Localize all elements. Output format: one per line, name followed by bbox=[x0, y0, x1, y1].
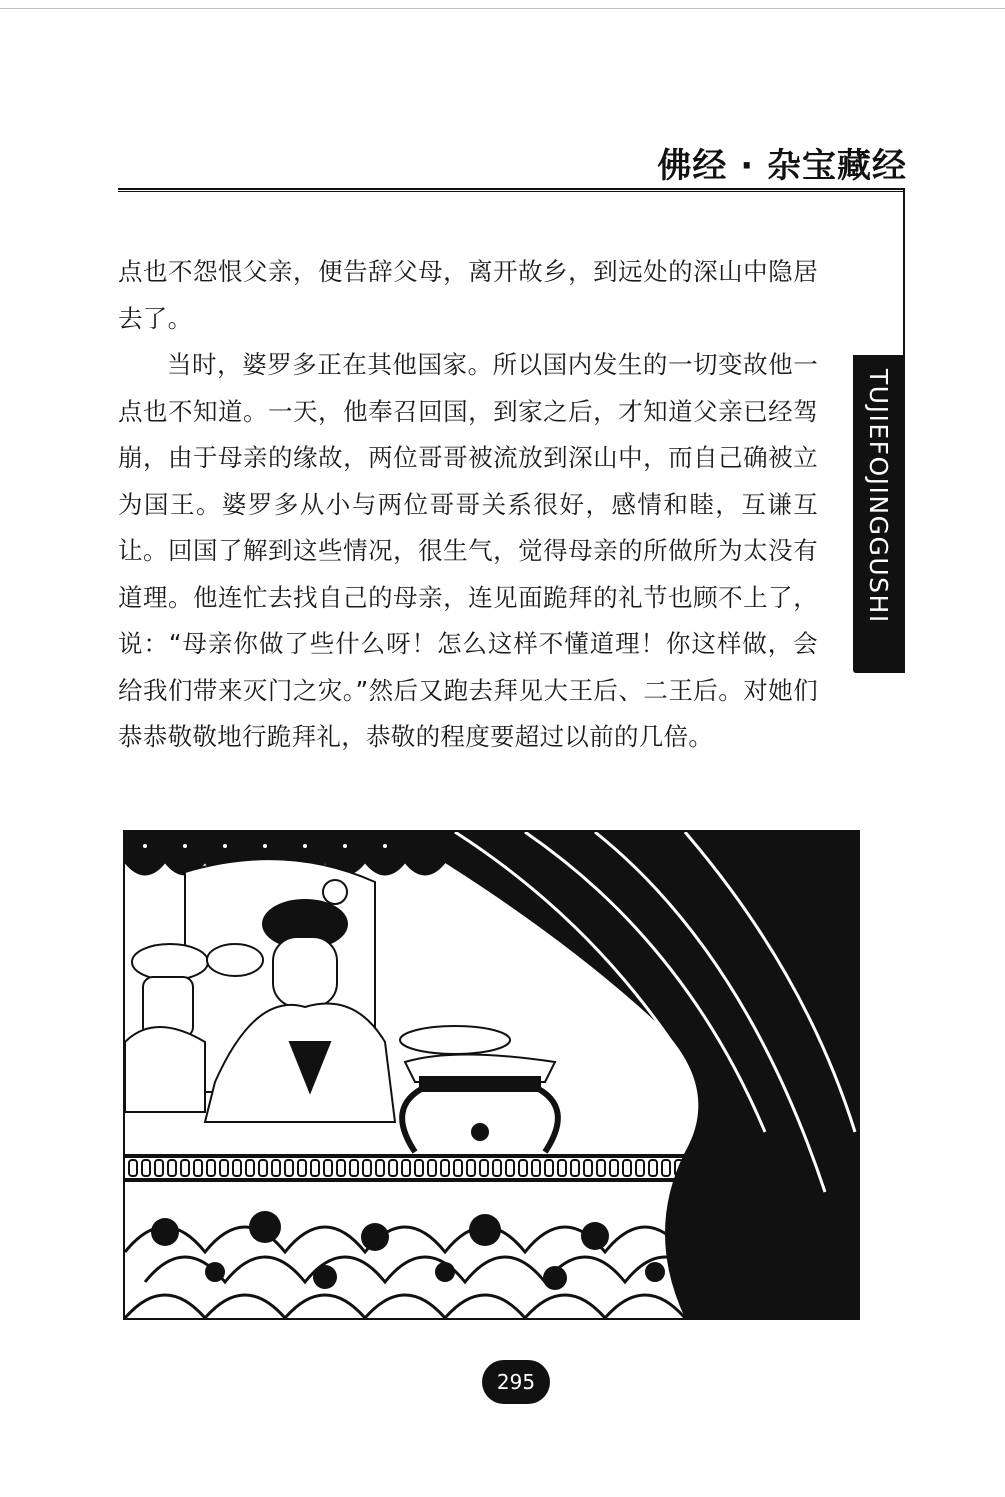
header-rule bbox=[118, 188, 905, 192]
illustration-drawing bbox=[125, 832, 858, 1318]
paragraph: 当时，婆罗多正在其他国家。所以国内发生的一切变故他一点也不知道。一天，他奉召回国，到家之后，才知道父亲已经驾崩，由于母亲的缘故，两位哥哥被流放到深山中，而自己确被立为国王。婆罗多从小与两位哥哥关系很好，感情和睦，互谦互让。回国了解到这些情况，很生气，觉得母亲的所做所为太没有道理。他连忙去找自己的母亲，连见面跪拜的礼节也顾不上了，说：“母亲你做了些什么呀！怎么这样不懂道理！你这样做，会给我们带来灭门之灾。”然后又跑去拜见大王后、二王后。对她们恭恭敬敬地行跪拜礼，恭敬的程度要超过以前的几倍。 bbox=[118, 350, 818, 751]
running-header-title: 佛经 · 杂宝藏经 bbox=[657, 146, 907, 186]
top-edge-rule bbox=[0, 8, 1005, 9]
side-tab bbox=[853, 355, 905, 673]
page-number: 295 bbox=[482, 1360, 550, 1404]
illustration-palace-scene bbox=[123, 830, 860, 1320]
body-text bbox=[118, 249, 818, 761]
header-vertical-rule bbox=[903, 188, 905, 358]
paragraph: 点也不怨恨父亲，便告辞父母，离开故乡，到远处的深山中隐居去了。 bbox=[118, 257, 818, 333]
side-tab-text: TUJIEFOJINGGUSHI bbox=[864, 369, 893, 624]
